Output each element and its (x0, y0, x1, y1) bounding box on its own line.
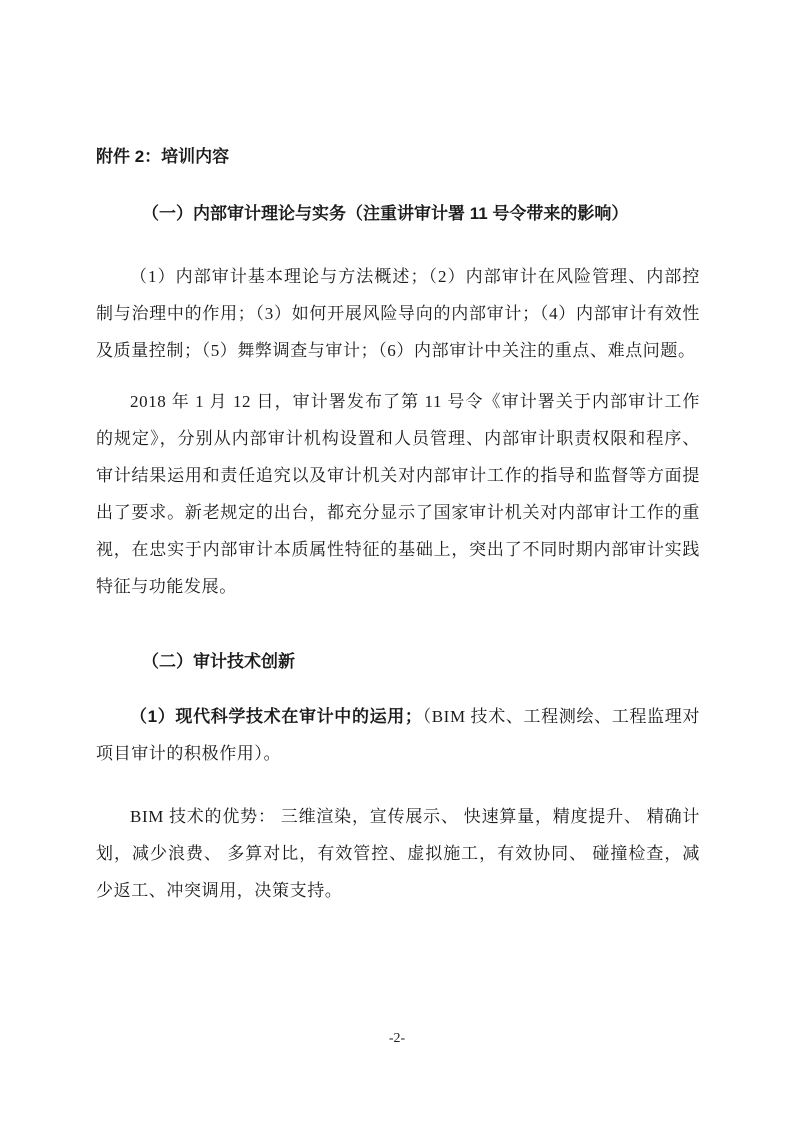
attachment-title: 附件 2：培训内容 (96, 147, 230, 166)
section-1-paragraph-1: （1）内部审计基本理论与方法概述；（2）内部审计在风险管理、内部控制与治理中的作用；（3）如何开展风险导向的内部审计；（4）内部审计有效性及质量控制；（5）舞弊调查与审计；（6）内部审计中关注的重点、难点问题。 (96, 267, 700, 360)
section-2-item-lead: （1）现代科学技术在审计中的运用； (130, 707, 423, 726)
section-2-paragraph-bim: BIM 技术的优势： 三维渲染，宣传展示、 快速算量，精度提升、 精确计划，减少浪费、 多算对比，有效管控、虚拟施工，有效协同、 碰撞检查，减少返工、冲突调用，决策支持。 (96, 807, 700, 900)
section-2-item-paragraph (96, 698, 700, 772)
page-number: -2- (388, 1031, 406, 1046)
section-2-item-rest: （BIM 技术、工程测绘、工程监理对项目审计的积极作用）。 (96, 707, 701, 763)
section-1-heading: （一）内部审计理论与实务（注重讲审计署 11 号令带来的影响） (142, 204, 629, 223)
section-2-heading: （二）审计技术创新 (142, 652, 295, 671)
section-1-paragraph-2: 2018 年 1 月 12 日，审计署发布了第 11 号令《审计署关于内部审计工作的规定》，分别从内部审计机构设置和人员管理、内部审计职责权限和程序、审计结果运用和责任追究以及审计机关对内部审计工作的指导和监督等方面提出了要求。新老规定的出台，都充分显示了国家审计机关对内部审计工作的重视，在忠实于内部审计本质属性特征的基础上，突出了不同时期内部审计实践特征与功能发展。 (96, 392, 700, 596)
document-content (96, 138, 700, 909)
